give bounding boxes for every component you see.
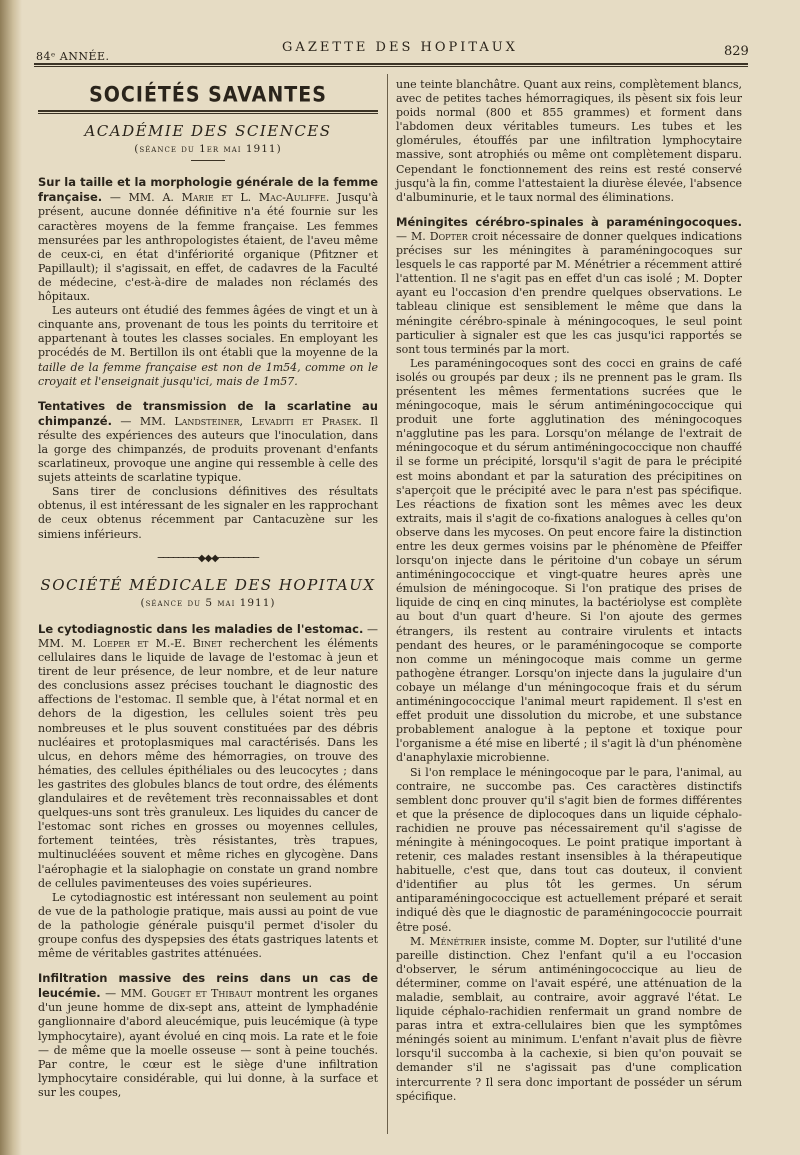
article-text: recherchent les éléments cellulaires dans le liquide de lavage de l'estomac à jeun et tirent de leur présence, de leur nombre, et de leur nature des conclusions assez précises touchant le diagnostic des affections de l'estomac. Il semble que, à l'état normal et en dehors de la digestion, les cellules soient très peu nombreuses et le plus souvent constituées par des débris nucléaires et protoplasmiques mal caractérisés. Dans les ulcus, en dehors même des hémorragies, on trouve des hématies, des cellules épithéliales ou des leucocytes ; dans les gastrites des globules blancs de tout ordre, des éléments glandulaires et de revêtement très reconnaissables et dont quelques-uns sont très granuleux. Les liquides du cancer de l'estomac sont riches en grosses ou moyennes cellules, fortement teintées, très résistantes, très trapues, multinucléées souvent et même riches en glycogène. Dans l'aérophagie et la sialophagie on constate un grand nombre de cellules pavimenteuses des voies supérieures. xyxy=(38,637,378,890)
ornament-divider: ────────◆◆◆──────── xyxy=(157,552,259,564)
article-text: Il résulte des expériences des auteurs que l'inoculation, dans la gorge des chimpanzés, de produits provenant d'enfants scarlatineux, provoque une angine qui ressemble à celle des sujets atteints de scarlatine typique. xyxy=(38,414,378,485)
article-taille-femme xyxy=(38,175,378,388)
header-page-number: 829 xyxy=(724,44,749,59)
article-cytodiagnostic xyxy=(38,622,378,961)
article-text: montrent les organes d'un jeune homme de dix-sept ans, atteint de lymphadénie ganglionnaire d'abord aleucémique, puis leucémique (à type lymphocytaire), ayant évolué en cinq mois. La rate et le foie — de même que la moelle osseuse — sont à peine touchés. Par contre, le cœur est le siège d'une infiltration lymphocytaire considérable, qui lui donne, à la surface et sur les coupes, xyxy=(38,987,379,1099)
article-paragraph xyxy=(38,175,378,304)
article-paragraph xyxy=(38,304,378,389)
article-paragraph-continued: une teinte blanchâtre. Quant aux reins, complètement blancs, avec de petites taches hémorragiques, ils pèsent six fois leur poids normal (800 et 855 grammes) et forment dans l'abdomen deux véritables tumeurs. Les tubes et les glomérules, étouffés par une infiltration lymphocytaire massive, sont atrophiés ou même ont complètement disparu. Cependant le fonctionnement des reins est resté conservé jusqu'à la fin, comme l'attestaient la diurèse élevée, l'absence d'albuminurie, et le taux normal des éliminations. xyxy=(396,78,742,204)
column-divider xyxy=(387,74,388,1134)
article-heading: Tentatives de transmission de la scarlatine au chimpanzé. xyxy=(38,398,378,428)
article-paragraph: Les paraméningocoques sont des cocci en grains de café isolés ou groupés par deux ; ils ne prennent pas le gram. Ils présentent les mêmes fermentations sucrées que le méningocoque, mais le sérum antiméningococcique qui produit une forte agglutination des méningocoques n'agglutine pas les para. Lorsqu'on mélange de l'extrait de méningocoque et du sérum antiméningococcique non chauffé il se forme un précipité, lorsqu'il s'agit de para le précipité est moins abondant et par la saturation des précipitines on s'aperçoit que le précipité avec le para n'est pas spécifique. Les réactions de fixation sont les mêmes avec les deux extraits, mais il s'agit de co-fixations analogues à celles qu'on observe dans les mycoses. On peut encore faire la distinction entre les deux germes voisins par le phénomène de Pfeiffer lorsqu'on injecte dans le péritoine d'un cobaye un sérum antiméningococcique et vingt-quatre heures après une émulsion de méningocoque. Si l'on pratique des prises de liquide de cinq en cinq minutes, la bactériolyse est complète au bout d'un quart d'heure. Si l'on ajoute des germes étrangers, ils restent au contraire virulents et intacts pendant des heures, or le paraméningocoque se comporte non comme un méningocoque mais comme un germe pathogène étranger. Lorsqu'on injecte dans la jugulaire d'un cobaye un mélange d'un méningocoque frais et du sérum antiméningococcique l'animal meurt rapidement. Il s'est en effet produit une dissolution du microbe, et une substance probablement analogue à la peptone et toxique pour l'organisme a été mise en liberté ; il s'agit là d'un phénomène d'anaphylaxie microbienne. xyxy=(396,356,742,765)
authors-prefix: — MM. xyxy=(100,987,152,1001)
authors-prefix: — MM. xyxy=(102,191,163,205)
short-rule xyxy=(191,160,225,161)
article-paragraph: Le cytodiagnostic est intéressant non seulement au point de vue de la pathologie pratique, mais aussi au point de vue de la pathologie générale puisqu'il permet d'isoler du groupe confus des dyspepsies des états gastriques latents et même de véritables gastrites atténuées. xyxy=(38,890,378,961)
article-text: Jusqu'à présent, aucune donnée définitive n'a été fournie sur les caractères moyens de la femme française. Les femmes mensurées par les anthropologistes étaient, de l'aveu même de ceux-ci, en état d'infériorité organique (Pfitzner et Papillault); il s'agissait, en effet, de cadavres de la Faculté de médecine, c'est-à-dire de malades non réclamés des hôpitaux. xyxy=(38,191,379,304)
page-spine-shadow xyxy=(0,0,22,1155)
article-authors: M. Ménétrier xyxy=(410,934,486,948)
article-heading: Le cytodiagnostic dans les maladies de l'estomac. xyxy=(38,621,364,636)
header-year: 84ᵉ ANNÉE. xyxy=(36,50,110,63)
header-journal-title: GAZETTE DES HOPITAUX xyxy=(282,40,518,55)
right-column xyxy=(396,78,742,1104)
authors-prefix: — MM. xyxy=(38,622,378,650)
article-paragraph xyxy=(38,971,378,1100)
article-text: croit nécessaire de donner quelques indications précises sur les méningites à paraméningocoques sur lesquels le cas rapporté par M. Ménétrier a récemment attiré l'attention. Il ne s'agit pas en effet d'un cas isolé ; M. Dopter ayant eu l'occasion d'en prendre quelques observations. Le tableau clinique est sensiblement le même que dans la méningite cérébro-spinale à méningocoques, le seul point particulier à signaler est que les cas jusqu'ici rapportés se sont tous terminés par la mort. xyxy=(396,229,742,356)
article-text: insiste, comme M. Dopter, sur l'utilité d'une pareille distinction. Chez l'enfant qu'il a eu l'occasion d'observer, le sérum antiméningococcique au lieu de déterminer, comme on l'avait espéré, une atténuation de la maladie, semblait, au contraire, avoir aggravé l'état. Le liquide céphalo-rachidien renfermait un grand nombre de paras intra et extra-cellulaires bien que les symptômes méningés soient au minimum. L'enfant n'avait plus de fièvre lorsqu'il succomba à la cachexie, si bien qu'on pouvait se demander s'il ne s'agissait pas d'une complication intercurrente ? Il sera donc important de posséder un sérum spécifique. xyxy=(396,934,742,1103)
header-rule xyxy=(34,63,748,67)
article-heading: Méningites cérébro-spinales à paraméningocoques. xyxy=(396,214,742,229)
article-paragraph: Sans tirer de conclusions définitives des résultats obtenus, il est intéressant de les signaler en les rapprochant de ceux obtenus récemment par Cantacuzène sur les simiens inférieurs. xyxy=(38,485,378,541)
article-meningites xyxy=(396,215,742,1104)
society-academie: ACADÉMIE DES SCIENCES xyxy=(84,122,332,141)
article-scarlatine xyxy=(38,399,378,542)
article-heading: Sur la taille et la morphologie générale de la femme française. xyxy=(38,175,378,205)
article-italic-text: taille de la femme française est non de 1m54, comme on le croyait et l'enseignait jusqu'ici, mais de 1m57. xyxy=(38,360,378,388)
authors-prefix: — M. xyxy=(396,229,430,243)
authors-prefix: — MM. xyxy=(111,414,175,428)
seance-academie: (séance du 1er mai 1911) xyxy=(134,143,282,156)
article-authors: M. Loeper et M.-E. Binet xyxy=(71,637,223,650)
article-paragraph xyxy=(38,399,378,486)
article-paragraph xyxy=(38,622,378,891)
article-paragraph xyxy=(396,215,742,357)
article-paragraph: Si l'on remplace le méningocoque par le para, l'animal, au contraire, ne succombe pas. Ces caractères distinctifs semblent donc prouver qu'il s'agit bien de formes différentes et que la présence de diplocoques dans un liquide céphalo-rachidien ne prouve pas nécessairement qu'il s'agisse de méningite à méningocoques. Le point pratique important à retenir, ces malades restant insensibles à la thérapeutique habituelle, c'est que, dans tout cas douteux, il convient d'identifier au plus tôt les germes. Un sérum antiparaméningococcique est actuellement préparé et serait indiqué dès que le diagnostic de paraméningococcie pourrait être posé. xyxy=(396,765,742,934)
seance-medicale: (séance du 5 mai 1911) xyxy=(140,596,276,609)
article-leucemie xyxy=(38,971,378,1100)
society-medicale: SOCIÉTÉ MÉDICALE DES HOPITAUX xyxy=(40,575,376,594)
section-title-rule xyxy=(38,110,378,114)
article-authors: Dopter xyxy=(429,229,468,243)
article-authors: A. Marie et L. Mac-Auliffe. xyxy=(162,191,330,205)
article-authors: Landsteiner, Levaditi et Prasek. xyxy=(174,414,362,428)
left-column xyxy=(38,78,378,1100)
section-title: SOCIÉTÉS SAVANTES xyxy=(89,82,327,108)
article-text: Les auteurs ont étudié des femmes âgées de vingt et un à cinquante ans, provenant de tous les points du territoire et appartenant à toutes les classes sociales. En employant les procédés de M. Bertillon ils ont établi que la moyenne de la xyxy=(38,304,378,360)
article-paragraph xyxy=(396,935,742,1104)
article-authors: Gouget et Thibaut xyxy=(151,987,253,1001)
article-heading: Infiltration massive des reins dans un cas de leucémie. xyxy=(38,971,378,1001)
